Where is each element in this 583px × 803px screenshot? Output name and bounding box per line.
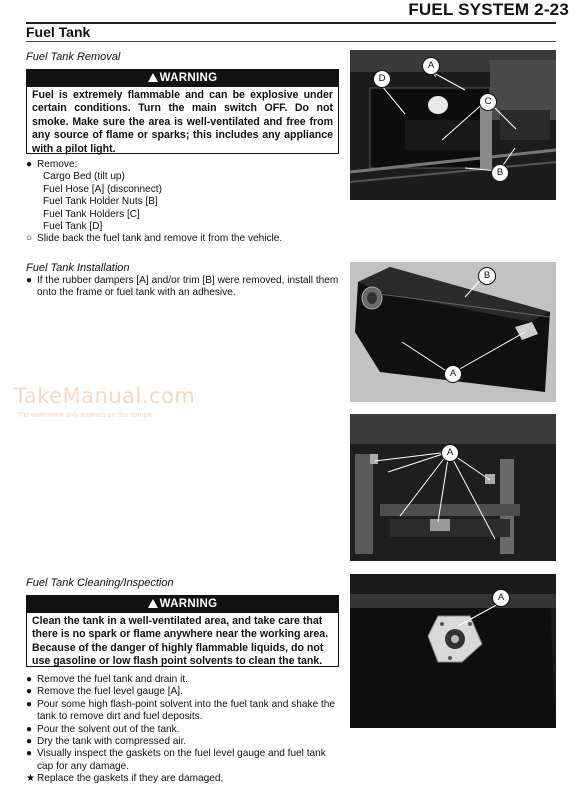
remove-item: Cargo Bed (tilt up) — [43, 171, 125, 183]
cleaning-step-text: Pour the solvent out of the tank. — [37, 723, 180, 735]
cleaning-step-text: Visually inspect the gaskets on the fuel level gauge and fuel tank cap for any damage. — [37, 748, 326, 772]
photo-fuel-tank-installation — [350, 262, 556, 402]
installation-text: If the rubber dampers [A] and/or trim [B] were removed, install them onto the frame or fuel tank with an adhesive. — [37, 275, 339, 299]
slide-text: Slide back the fuel tank and remove it from the vehicle. — [37, 233, 283, 245]
bullet-icon: ● — [26, 159, 33, 170]
removal-warning-text: Fuel is extremely flammable and can be explosive under certain conditions. Turn the main switch OFF. Do not smoke. Make sure the area is well-ventilated and free from any source of flame or sparks; this includes any appliance with a pilot light. — [32, 89, 333, 155]
section-title: Fuel Tank — [26, 24, 91, 40]
photo-rubber-dampers — [350, 414, 556, 561]
cleaning-step — [26, 674, 341, 686]
cleaning-subtitle: Fuel Tank Cleaning/Inspection — [26, 577, 174, 589]
cleaning-warning-label: WARNING — [159, 598, 218, 610]
bullet-icon: ● — [26, 723, 33, 735]
removal-subtitle: Fuel Tank Removal — [26, 51, 121, 63]
photo4-label-a: A — [492, 589, 510, 607]
remove-item: Fuel Hose [A] (disconnect) — [43, 183, 162, 195]
slide-step — [26, 233, 341, 245]
cleaning-step-text: Pour some high flash-point solvent into the fuel tank and shake the tank to remove dirt and fuel deposits. — [37, 698, 335, 723]
remove-item: Fuel Tank [D] — [43, 221, 103, 233]
bullet-icon: ● — [26, 686, 33, 698]
photo-dampers-drawing — [350, 414, 556, 561]
cleaning-step-text: Dry the tank with compressed air. — [37, 736, 187, 748]
cleaning-step — [26, 736, 341, 748]
photo2-label-b: B — [478, 267, 496, 285]
photo1-label-c: C — [479, 93, 497, 111]
photo2-label-a: A — [444, 365, 462, 383]
bullet-icon: ● — [26, 674, 33, 685]
photo1-label-b: B — [491, 164, 509, 182]
removal-warning-label: WARNING — [159, 72, 218, 84]
photo1-label-d: D — [373, 70, 391, 88]
cleaning-steps — [26, 674, 341, 786]
watermark-brand: TakeManual.com — [14, 384, 196, 408]
remove-label: Remove: — [37, 159, 78, 170]
removal-warning-header — [27, 70, 338, 87]
photo3-label-a: A — [441, 444, 459, 462]
cleaning-step — [26, 686, 341, 698]
cleaning-warning-header — [27, 596, 338, 613]
bullet-icon: ● — [26, 736, 33, 748]
cleaning-step — [26, 699, 341, 724]
cleaning-note — [26, 773, 341, 785]
photo-gauge-drawing — [350, 574, 556, 728]
removal-warning-box — [26, 69, 339, 154]
cleaning-warning-text: Clean the tank in a well-ventilated area, and take care that there is no spark or flame anywhere near the working area. Because of the danger of highly flammable liquids, do not use gasoline or low flash point solvents to clean the tank. — [32, 615, 329, 668]
circle-bullet-icon: ○ — [26, 233, 33, 245]
remove-item: Fuel Tank Holders [C] — [43, 208, 140, 220]
cleaning-step — [26, 748, 341, 773]
cleaning-step — [26, 724, 341, 736]
star-icon: ★ — [26, 773, 36, 785]
watermark-note: The watermark only appears on this sample — [17, 412, 153, 419]
installation-step — [26, 275, 341, 300]
warning-triangle-icon — [148, 73, 158, 82]
removal-steps — [26, 159, 341, 246]
cleaning-step-text: Remove the fuel level gauge [A]. — [37, 686, 183, 698]
cleaning-note-text: Replace the gaskets if they are damaged. — [37, 773, 224, 785]
bullet-icon: ● — [26, 275, 33, 286]
remove-item: Fuel Tank Holder Nuts [B] — [43, 196, 158, 208]
installation-steps — [26, 275, 341, 300]
page-header-title: FUEL SYSTEM 2-23 — [408, 0, 569, 19]
bullet-icon: ● — [26, 748, 33, 760]
section-rule — [26, 41, 556, 42]
warning-triangle-icon — [148, 599, 158, 608]
photo1-label-a: A — [422, 57, 440, 75]
header-rule — [26, 22, 556, 24]
cleaning-warning-box — [26, 595, 339, 667]
bullet-icon: ● — [26, 698, 33, 710]
photo-fuel-level-gauge — [350, 574, 556, 728]
remove-step — [26, 159, 341, 171]
photo-fuel-tank-removal — [350, 50, 556, 200]
installation-subtitle: Fuel Tank Installation — [26, 262, 130, 274]
cleaning-step-text: Remove the fuel tank and drain it. — [37, 674, 188, 685]
